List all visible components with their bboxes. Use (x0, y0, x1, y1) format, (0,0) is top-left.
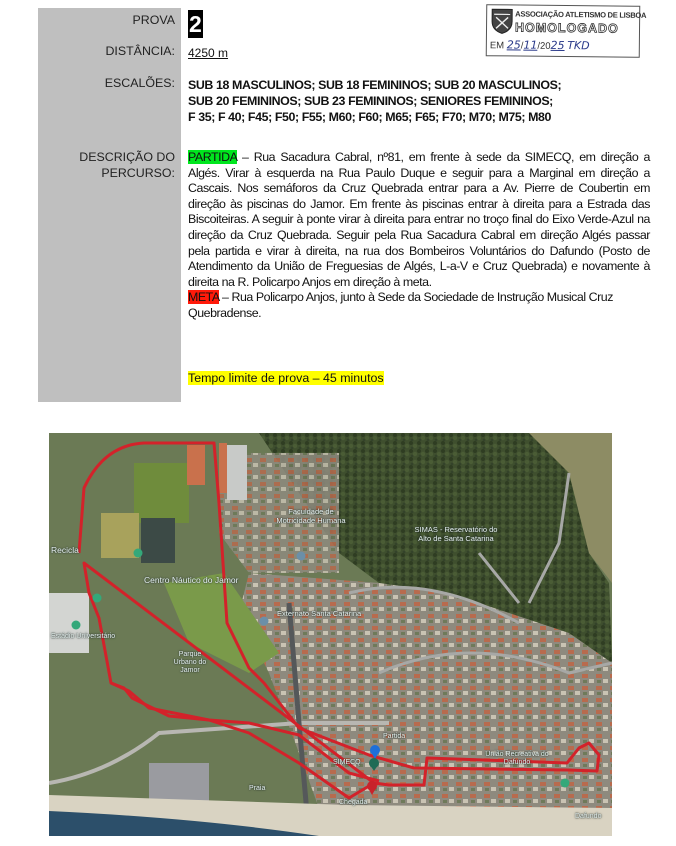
route-description (188, 150, 650, 322)
map-label-centro-nautico: Centro Náutico do Jamor (144, 575, 239, 585)
map-label-simas: SIMAS - Reservatório do Alto de Santa Catarina (414, 525, 498, 543)
homologation-stamp (486, 4, 647, 58)
poi-icon[interactable] (134, 549, 143, 558)
map-label-chegada: Chegada (339, 799, 368, 806)
map-label-simecq: SIMECQ (333, 759, 361, 766)
meta-paragraph (188, 290, 650, 321)
label-escaloes: ESCALÕES: (104, 76, 175, 90)
stamp-year-suffix: 25 (550, 38, 565, 53)
label-column (38, 8, 181, 402)
stamp-em-label: EM (489, 40, 505, 52)
escaloes-line: SUB 18 MASCULINOS; SUB 18 FEMININOS; SUB 20 MASCULINOS; (188, 78, 562, 92)
stamp-day: 25 (506, 38, 521, 52)
reservoir (141, 518, 175, 563)
pavilion-roof (227, 445, 247, 500)
route-map[interactable] (49, 433, 612, 836)
stamp-org: ASSOCIAÇÃO ATLETISMO DE LISBOA (515, 9, 647, 20)
tennis-court (187, 445, 205, 485)
tennis-court (219, 443, 227, 493)
escaloes-line: F 35; F 40; F45; F50; F55; M60; F60; M65; F65; F70; M70; M75; M80 (188, 110, 552, 124)
map-label-uniao: União Recreativa do Dafundo (485, 751, 549, 766)
map-label-faculdade: Faculdade de Motricidade Humana (276, 507, 346, 525)
partida-tag: PARTIDA (188, 150, 237, 164)
stadium-roof (49, 593, 89, 653)
map-label-estadio: Estádio Universitário (51, 633, 116, 640)
map-label-praia: Praia (249, 785, 266, 792)
time-limit (188, 370, 384, 386)
map-label-recicla: Recicla (51, 545, 79, 555)
poi-icon[interactable] (297, 552, 306, 561)
meta-tag: META (188, 290, 220, 305)
sports-field (134, 463, 189, 523)
stamp-month: 11 (523, 38, 538, 52)
meta-text: – Rua Policarpo Anjos, junto à Sede da Sociedade de Instrução Musical Cruz Quebradense. (188, 290, 613, 320)
map-label-externato: Externato Santa Catarina (277, 609, 362, 618)
stamp-year-prefix: 20 (539, 40, 551, 52)
partida-paragraph (188, 150, 650, 290)
time-limit-text: Tempo limite de prova – 45 minutos (188, 371, 384, 385)
map-label-partida: Partida (383, 733, 406, 740)
map-label-dafundo: Dafundo (575, 813, 602, 820)
crest-icon (491, 8, 513, 34)
stamp-status: HOMOLOGADO (514, 20, 619, 36)
label-prova: PROVA (132, 13, 175, 27)
prova-number: 2 (189, 11, 202, 37)
partida-text: – Rua Sacadura Cabral, nº81, em frente à sede da SIMECQ, em direção a Algés. Virar à esquerda na Rua Paulo Duque e seguir para a Marginal em direção a Cascais. Nos semáforos da Cruz Quebrada entrar para a Av. Pierre de Coubertin em direção às piscinas do Jamor. Em frente às piscinas entrar à direita para a Estrada das Biscoiteiras. A seguir à ponte virar à direita para entrar no troço final do Eixo Verde-Azul na direção da Cruz Quebrada. Seguir pela Rua Sacadura Cabral em direção Algés passar pela partida e virar à direita, na rua dos Bombeiros Voluntários do Dafundo (Posto de Atendimento da União de Freguesias de Algés, L-a-V e Cruz Quebrada) e novamente à direita na R. Policarpo Anjos em direção à meta. (188, 150, 650, 289)
map-canvas (49, 433, 612, 836)
stamp-date: EM 25/11/2025 TKD (489, 38, 590, 53)
stamp-initials: TKD (567, 39, 590, 53)
poi-icon[interactable] (561, 779, 570, 788)
label-distancia: DISTÂNCIA: (105, 44, 175, 58)
escaloes-line: SUB 20 FEMININOS; SUB 23 FEMININOS; SENIORES FEMININOS; (188, 94, 553, 108)
poi-icon[interactable] (260, 617, 269, 626)
poi-icon[interactable] (93, 594, 102, 603)
distancia-value: 4250 m (188, 46, 229, 60)
label-descricao-2: PERCURSO: (101, 166, 175, 180)
sports-field (101, 513, 139, 558)
map-label-parque: Parque Urbano do Jamor (173, 651, 207, 674)
escaloes-list (188, 77, 628, 125)
poi-icon[interactable] (72, 621, 81, 630)
label-descricao-1: DESCRIÇÃO DO (79, 150, 175, 164)
